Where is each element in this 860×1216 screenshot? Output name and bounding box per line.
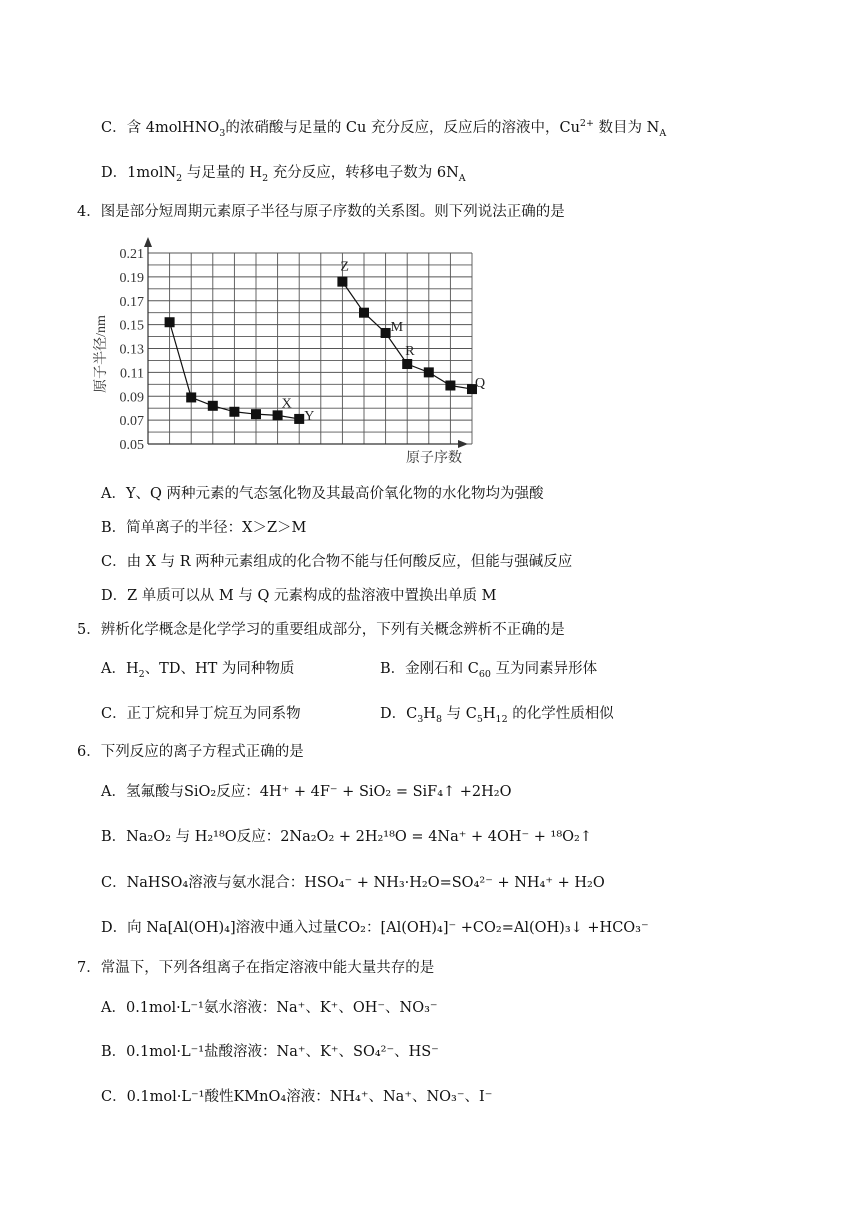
q5-option-b: B．金刚石和 $C_{60}$ 互为同素异形体 bbox=[380, 661, 598, 680]
q5-option-a: A．$H_2$、TD、HT 为同种物质 bbox=[101, 661, 295, 680]
q4-stem: 4．图是部分短周期元素原子半径与原子序数的关系图。则下列说法正确的是 bbox=[77, 204, 565, 220]
q6-option-d: D．向 Na[Al(OH)₄]溶液中通入过量CO₂：[Al(OH)₄]⁻ +CO₂=Al(OH)₃↓ +HCO₃⁻ bbox=[101, 920, 649, 936]
y-tick-label: 0.05 bbox=[119, 438, 144, 453]
data-point bbox=[273, 410, 283, 420]
data-point bbox=[445, 381, 455, 391]
data-point bbox=[337, 277, 347, 287]
y-tick-label: 0.19 bbox=[119, 270, 144, 286]
atomic-radius-chart bbox=[88, 235, 486, 467]
q7-option-c: C．0.1mol·L⁻¹酸性KMnO₄溶液：NH₄⁺、Na⁺、NO₃⁻、I⁻ bbox=[101, 1089, 493, 1105]
q5-option-c: C．正丁烷和异丁烷互为同系物 bbox=[101, 706, 301, 722]
y-tick-label: 0.17 bbox=[119, 294, 144, 310]
data-point bbox=[165, 317, 175, 327]
data-point bbox=[359, 308, 369, 318]
q4-option-b: B．简单离子的半径：X＞Z＞M bbox=[101, 520, 307, 536]
data-point bbox=[424, 367, 434, 377]
q7-stem: 7．常温下，下列各组离子在指定溶液中能大量共存的是 bbox=[77, 960, 435, 976]
y-tick-label: 0.07 bbox=[119, 414, 144, 430]
point-label-x: X bbox=[281, 396, 292, 412]
data-point bbox=[229, 407, 239, 417]
y-axis-arrow bbox=[144, 237, 152, 247]
data-point bbox=[251, 409, 261, 419]
q4-option-c: C．由 X 与 R 两种元素组成的化合物不能与任何酸反应，但能与强碱反应 bbox=[101, 554, 573, 570]
chart-x-axis-label: 原子序数 bbox=[406, 451, 462, 466]
y-tick-label: 0.13 bbox=[119, 342, 144, 358]
point-label-z: Z bbox=[340, 259, 349, 275]
point-label-y: Y bbox=[304, 408, 315, 424]
q5-stem: 5．辨析化学概念是化学学习的重要组成部分，下列有关概念辨析不正确的是 bbox=[77, 622, 565, 638]
data-point bbox=[294, 414, 304, 424]
y-tick-label: 0.11 bbox=[120, 366, 144, 382]
q7-option-a: A．0.1mol·L⁻¹氨水溶液：Na⁺、K⁺、OH⁻、NO₃⁻ bbox=[101, 1000, 438, 1016]
q3-option-c: C．含 4molHNO$_3$的浓硝酸与足量的 Cu 充分反应，反应后的溶液中，$Cu^{2+}$ 数目为 $N_A$ bbox=[101, 118, 667, 139]
point-label-q: Q bbox=[475, 376, 486, 392]
q6-option-b: B．Na₂O₂ 与 H₂¹⁸O反应：2Na₂O₂ + 2H₂¹⁸O = 4Na⁺ + 4OH⁻ + ¹⁸O₂↑ bbox=[101, 829, 593, 845]
data-point bbox=[186, 392, 196, 402]
chart-y-axis-label: 原子半径/nm bbox=[94, 315, 109, 393]
y-tick-label: 0.09 bbox=[119, 390, 144, 406]
q6-stem: 6．下列反应的离子方程式正确的是 bbox=[77, 744, 304, 760]
x-axis-arrow bbox=[458, 440, 468, 448]
chart-point-labels bbox=[282, 260, 486, 424]
q5-option-d: D．$C_3H_8$ 与 $C_5H_{12}$ 的化学性质相似 bbox=[380, 706, 614, 725]
q6-option-a: A．氢氟酸与SiO₂反应：4H⁺ + 4F⁻ + SiO₂ = SiF₄↑ +2H₂O bbox=[101, 784, 512, 800]
data-point bbox=[402, 359, 412, 369]
point-label-r: R bbox=[405, 344, 415, 360]
chart-y-ticks bbox=[120, 247, 145, 453]
q7-option-b: B．0.1mol·L⁻¹盐酸溶液：Na⁺、K⁺、SO₄²⁻、HS⁻ bbox=[101, 1044, 439, 1060]
data-point bbox=[381, 328, 391, 338]
q4-option-a: A．Y、Q 两种元素的气态氢化物及其最高价氧化物的水化物均为强酸 bbox=[101, 486, 544, 502]
data-point bbox=[208, 401, 218, 411]
q4-option-d: D．Z 单质可以从 M 与 Q 元素构成的盐溶液中置换出单质 M bbox=[101, 588, 497, 604]
point-label-m: M bbox=[390, 319, 404, 335]
q6-option-c: C．NaHSO₄溶液与氨水混合：HSO₄⁻ + NH₃·H₂O=SO₄²⁻ + NH₄⁺ + H₂O bbox=[101, 875, 605, 891]
q3-option-d: D．1molN$_2$ 与足量的 $H_2$ 充分反应，转移电子数为 $6N_A$ bbox=[101, 165, 466, 184]
y-tick-label: 0.15 bbox=[119, 318, 144, 334]
y-tick-label: 0.21 bbox=[119, 247, 144, 262]
